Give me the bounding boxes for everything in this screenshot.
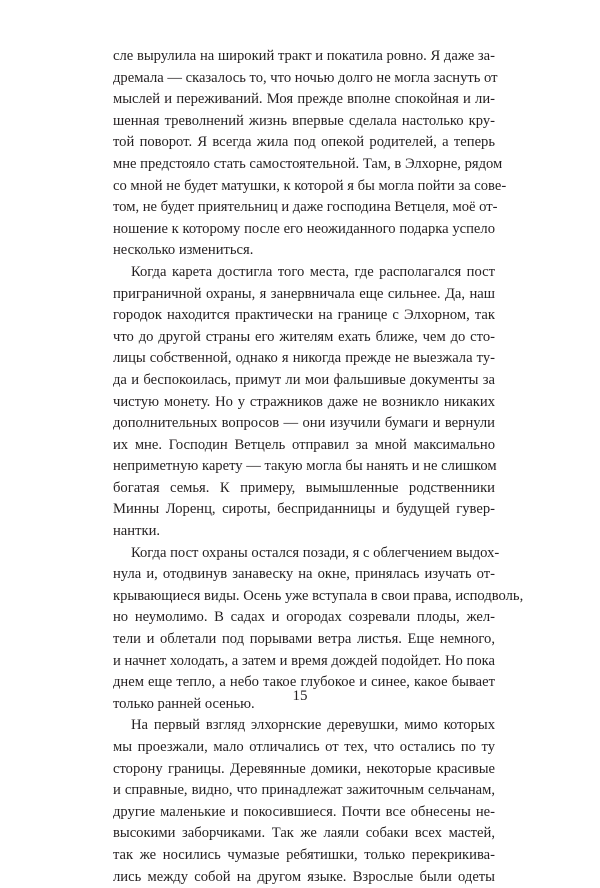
- text-line: ношение к которому после его неожиданного подарка успело: [113, 220, 495, 237]
- text-line: Минны Лоренц, сироты, бесприданницы и будущей гувер-: [113, 501, 495, 518]
- page-number: 15: [292, 688, 308, 704]
- text-line: высокими заборчиками. Так же лаяли собаки всех мастей,: [113, 825, 495, 842]
- text-line: со мной не будет матушки, к которой я бы могла пойти за сове-: [113, 177, 507, 194]
- text-line: так же носились чумазые ребятишки, только перекрикива-: [113, 846, 495, 863]
- text-line: нантки.: [113, 523, 161, 540]
- page-body-text: [113, 46, 524, 888]
- text-line: другие маленькие и покосившиеся. Почти все обнесены не-: [113, 803, 495, 820]
- text-line: днем еще тепло, а небо такое глубокое и синее, какое бывает: [113, 674, 495, 691]
- text-line: На первый взгляд элхорнские деревушки, мимо которых: [131, 717, 495, 734]
- text-line: той поворот. Я всегда жила под опекой родителей, а теперь: [113, 134, 495, 151]
- text-line: лись между собой на другом языке. Взрослые были одеты: [113, 868, 495, 885]
- text-line: приграничной охраны, я занервничала еще сильнее. Да, наш: [113, 285, 495, 302]
- text-line: богатая семья. К примеру, вымышленные родственники: [113, 479, 495, 496]
- text-line: Когда пост охраны остался позади, я с облегчением выдох-: [131, 544, 500, 561]
- text-line: дополнительных вопросов — они изучили бумаги и вернули: [113, 415, 495, 432]
- text-line: тели и облетали под порывами ветра листья. Еще немного,: [113, 631, 495, 648]
- text-line: сле вырулила на широкий тракт и покатила ровно. Я даже за-: [113, 48, 495, 64]
- text-line: нула и, отодвинув занавеску на окне, принялась изучать от-: [113, 566, 495, 583]
- text-line: дремала — сказалось то, что ночью долго не могла заснуть от: [113, 69, 498, 86]
- text-line: городок находится практически на границе с Элхорном, так: [113, 307, 495, 324]
- text-line: том, не будет приятельниц и даже господина Ветцеля, моё от-: [113, 199, 498, 216]
- text-line: и справные, видно, что принадлежат зажиточным сельчанам,: [113, 782, 495, 799]
- text-line: неприметную карету — такую могла бы нанять и не слишком: [113, 458, 497, 475]
- text-line: что до другой страны его жителям ехать ближе, чем до сто-: [113, 328, 495, 345]
- text-line: только ранней осенью.: [113, 695, 255, 712]
- text-line: их мне. Господин Ветцель отправил за мной максимально: [113, 436, 495, 453]
- text-line: Когда карета достигла того места, где располагался пост: [131, 263, 495, 280]
- text-line: шенная треволнений жизнь впервые сделала настолько кру-: [113, 112, 495, 129]
- text-line: крывающиеся виды. Осень уже вступала в свои права, исподволь,: [113, 587, 524, 604]
- text-line: мы проезжали, мало отличались от тех, что остались по ту: [113, 739, 495, 755]
- text-line: лицы собственной, однако я никогда прежде не выезжала ту-: [113, 350, 495, 367]
- text-line: чистую монету. Но у стражников даже не возникло никаких: [113, 393, 495, 410]
- text-line: но неумолимо. В садах и огородах созревали плоды, жел-: [113, 609, 495, 626]
- text-line: несколько измениться.: [113, 242, 254, 259]
- text-line: мне предстояло стать самостоятельной. Там, в Элхорне, рядом: [113, 155, 503, 172]
- text-line: и начнет холодать, а затем и время дождей подойдет. Но пока: [113, 652, 495, 669]
- text-line: да и беспокоилась, примут ли мои фальшивые документы за: [113, 371, 495, 388]
- text-line: мыслей и переживаний. Моя прежде вполне спокойная и ли-: [113, 91, 495, 108]
- text-line: сторону границы. Деревянные домики, некоторые красивые: [113, 760, 495, 777]
